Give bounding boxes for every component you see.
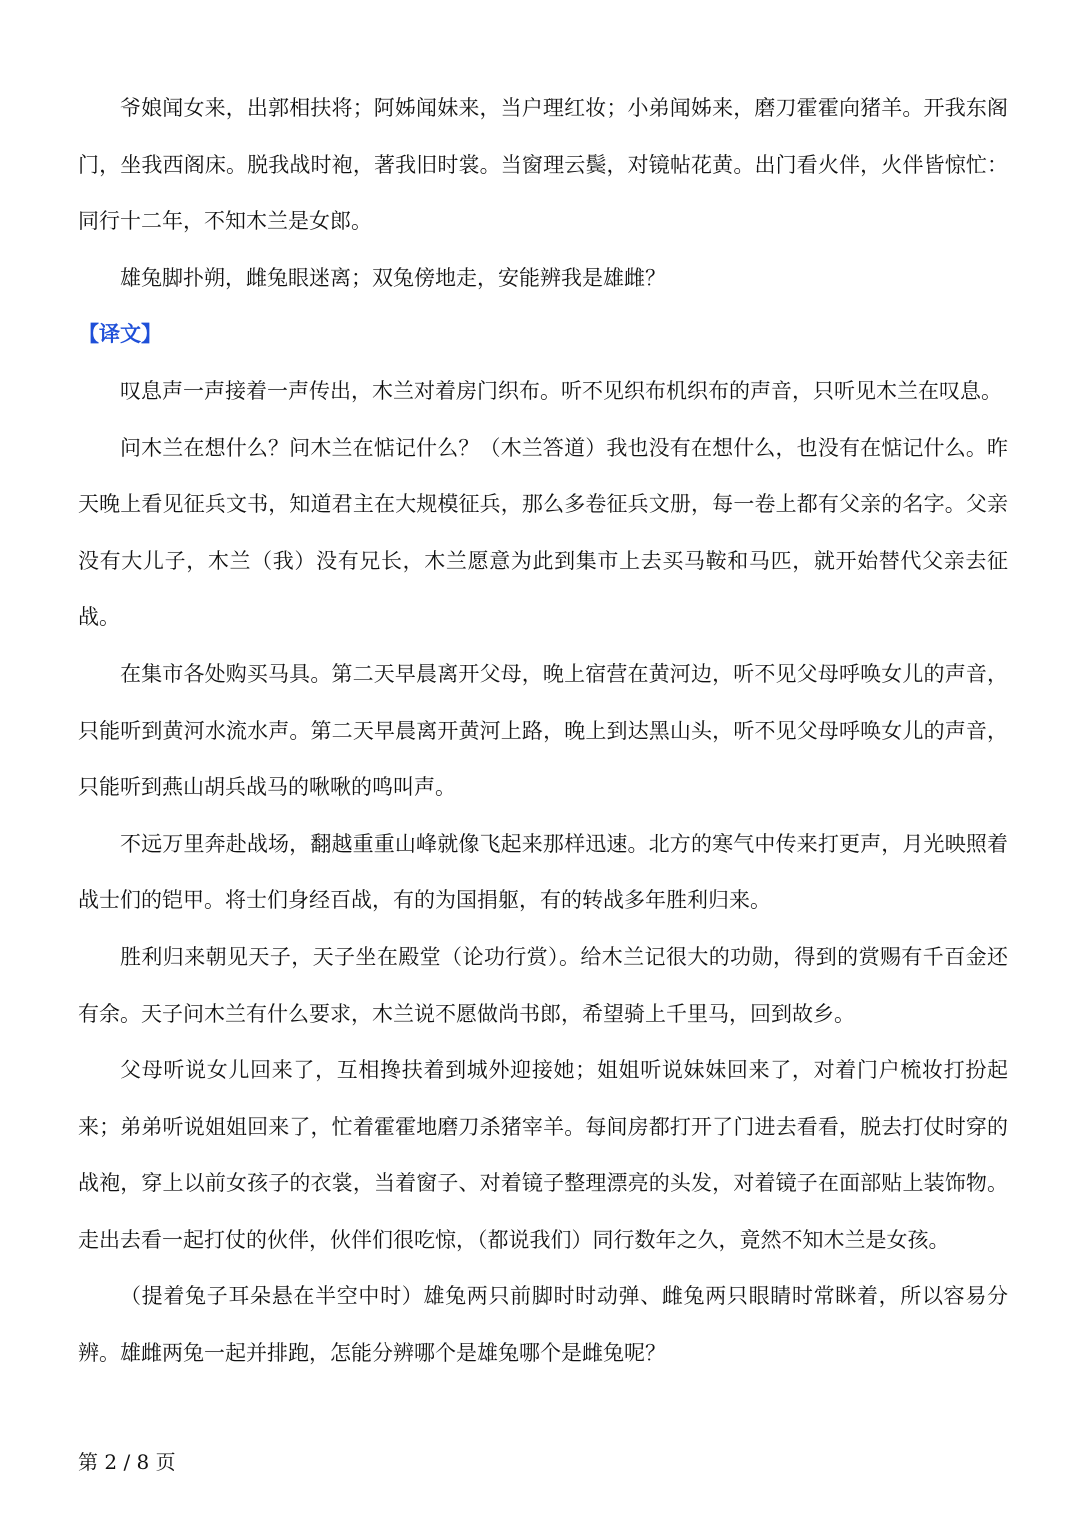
translation-heading: 【译文】 xyxy=(78,322,162,347)
translation-paragraph-7: （提着兔子耳朵悬在半空中时）雄兔两只前脚时时动弹、雌兔两只眼睛时常眯着，所以容易分辨。雄雌两兔一起并排跑，怎能分辨哪个是雄兔哪个是雌兔呢？ xyxy=(78,1284,1008,1366)
original-paragraph-2: 雄兔脚扑朔，雌兔眼迷离；双兔傍地走，安能辨我是雄雌？ xyxy=(120,265,666,290)
translation-paragraph-4: 不远万里奔赴战场，翻越重重山峰就像飞起来那样迅速。北方的寒气中传来打更声，月光映照着战士们的铠甲。将士们身经百战，有的为国捐躯，有的转战多年胜利归来。 xyxy=(78,831,1008,913)
translation-paragraph-1: 叹息声一声接着一声传出，木兰对着房门织布。听不见织布机织布的声音，只听见木兰在叹息。 xyxy=(120,378,1002,403)
translation-paragraph-6: 父母听说女儿回来了，互相搀扶着到城外迎接她；姐姐听说妹妹回来了，对着门户梳妆打扮起来；弟弟听说姐姐回来了，忙着霍霍地磨刀杀猪宰羊。每间房都打开了门进去看看，脱去打仗时穿的战袍，穿上以前女孩子的衣裳，当着窗子、对着镜子整理漂亮的头发，对着镜子在面部贴上装饰物。走出去看一起打仗的伙伴，伙伴们很吃惊，（都说我们）同行数年之久，竟然不知木兰是女孩。 xyxy=(78,1058,1008,1252)
page-number: 第 2 / 8 页 xyxy=(78,1450,176,1474)
original-paragraph-1: 爷娘闻女来，出郭相扶将；阿姊闻妹来，当户理红妆；小弟闻姊来，磨刀霍霍向猪羊。开我东阁门，坐我西阁床。脱我战时袍，著我旧时裳。当窗理云鬓，对镜帖花黄。出门看火伴，火伴皆惊忙：同行十二年，不知木兰是女郎。 xyxy=(78,96,1008,234)
translation-paragraph-3: 在集市各处购买马具。第二天早晨离开父母，晚上宿营在黄河边，听不见父母呼唤女儿的声音，只能听到黄河水流水声。第二天早晨离开黄河上路，晚上到达黑山头，听不见父母呼唤女儿的声音，只能听到燕山胡兵战马的啾啾的鸣叫声。 xyxy=(78,661,1008,800)
document-body xyxy=(78,80,1008,1382)
translation-paragraph-2: 问木兰在想什么？问木兰在惦记什么？（木兰答道）我也没有在想什么，也没有在惦记什么。昨天晚上看见征兵文书，知道君主在大规模征兵，那么多卷征兵文册，每一卷上都有父亲的名字。父亲没有大儿子，木兰（我）没有兄长，木兰愿意为此到集市上去买马鞍和马匹，就开始替代父亲去征战。 xyxy=(78,435,1008,630)
translation-paragraph-5: 胜利归来朝见天子，天子坐在殿堂（论功行赏）。给木兰记很大的功勋，得到的赏赐有千百金还有余。天子问木兰有什么要求，木兰说不愿做尚书郎，希望骑上千里马，回到故乡。 xyxy=(78,944,1008,1026)
